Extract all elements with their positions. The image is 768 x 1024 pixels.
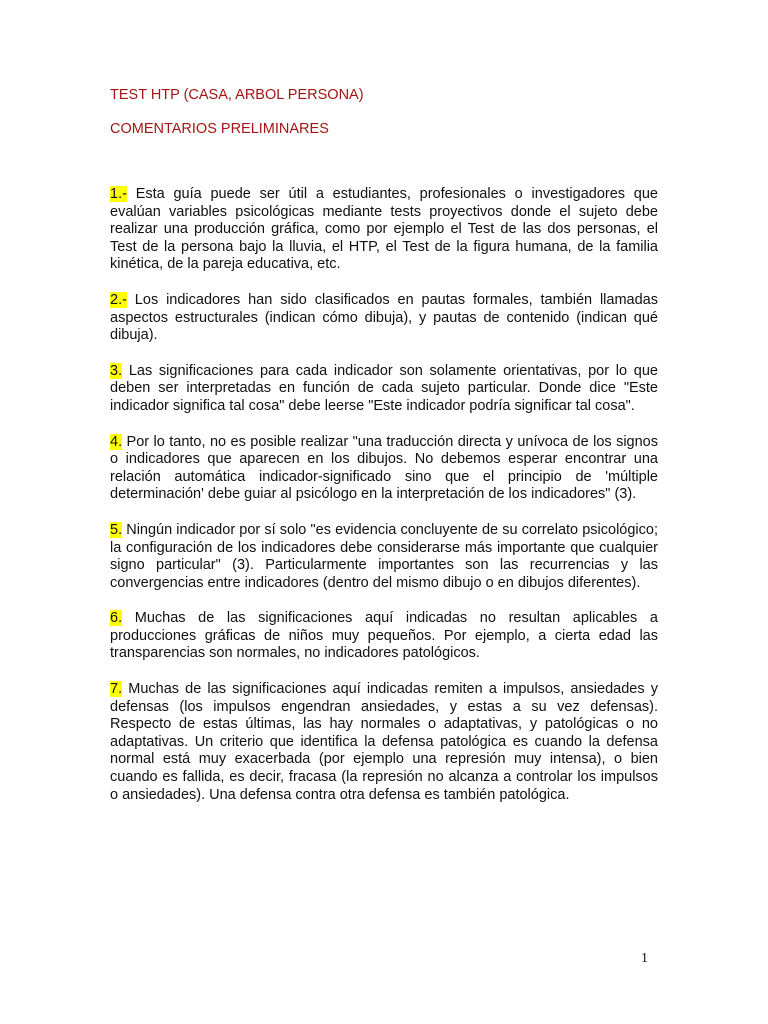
comment-item-2 xyxy=(110,292,658,345)
item-number-highlight: 6. xyxy=(110,610,123,627)
comment-item-4 xyxy=(110,434,658,504)
page-number: 1 xyxy=(641,951,648,966)
comment-item-5 xyxy=(110,522,658,592)
comment-item-3 xyxy=(110,363,658,416)
comment-item-1 xyxy=(110,186,658,274)
item-text: Los indicadores han sido clasificados en pautas formales, también llamadas aspectos estructurales (indican cómo dibuja), y pautas de contenido (indican qué dibuja). xyxy=(110,291,658,344)
item-text: Por lo tanto, no es posible realizar "una traducción directa y unívoca de los signos o indicadores que aparecen en los dibujos. No debemos esperar encontrar una relación automática indicador-significado sino que el principio de 'múltiple determinación' debe guiar al psicólogo en la interpretación de los indicadores" (3). xyxy=(110,433,658,503)
item-number-highlight: 4. xyxy=(110,433,123,450)
item-text: Muchas de las significaciones aquí indicadas no resultan aplicables a producciones gráficas de niños muy pequeños. Por ejemplo, a cierta edad las transparencias son normales, no indicadores patológicos. xyxy=(110,610,658,662)
item-text: Esta guía puede ser útil a estudiantes, profesionales o investigadores que evalúan variables psicológicas mediante tests proyectivos donde el sujeto debe realizar una producción gráfica, como por ejemplo el Test de las dos personas, el Test de la persona bajo la lluvia, el HTP, el Test de la figura humana, de la familia kinética, de la pareja educativa, etc. xyxy=(110,186,658,273)
comment-item-6 xyxy=(110,610,658,663)
item-number-highlight: 2.- xyxy=(110,291,127,308)
numbered-comments xyxy=(110,186,658,822)
document-subtitle: COMENTARIOS PRELIMINARES xyxy=(110,121,329,137)
item-number-highlight: 5. xyxy=(110,521,123,538)
item-number-highlight: 7. xyxy=(110,681,123,698)
item-text: Muchas de las significaciones aquí indicadas remiten a impulsos, ansiedades y defensas (los impulsos engendran ansiedades, y estas a su vez defensas). Respecto de estas últimas, las hay normales o adaptativas, y patológicas o no adaptativas. Un criterio que identifica la defensa patológica es cuando la defensa normal está muy exacerbada (por ejemplo una represión muy intensa), o bien cuando es fallida, es decir, fracasa (la represión no alcanza a controlar los impulsos o ansiedades). Una defensa contra otra defensa es también patológica. xyxy=(110,681,658,803)
item-text: Ningún indicador por sí solo "es evidencia concluyente de su correlato psicológico; la configuración de los indicadores debe considerarse más importante que cualquier signo particular" (3). Particularmente importantes son las recurrencias y las convergencias entre indicadores (dentro del mismo dibujo o en dibujos diferentes). xyxy=(110,521,658,591)
item-number-highlight: 1.- xyxy=(110,186,127,202)
item-text: Las significaciones para cada indicador son solamente orientativas, por lo que deben ser interpretadas en función de cada sujeto particular. Donde dice "Este indicador significa tal cosa" debe leerse "Este indicador podría significar tal cosa". xyxy=(110,362,658,414)
comment-item-7 xyxy=(110,681,658,804)
document-title: TEST HTP (CASA, ARBOL PERSONA) xyxy=(110,87,364,103)
item-number-highlight: 3. xyxy=(110,362,123,379)
